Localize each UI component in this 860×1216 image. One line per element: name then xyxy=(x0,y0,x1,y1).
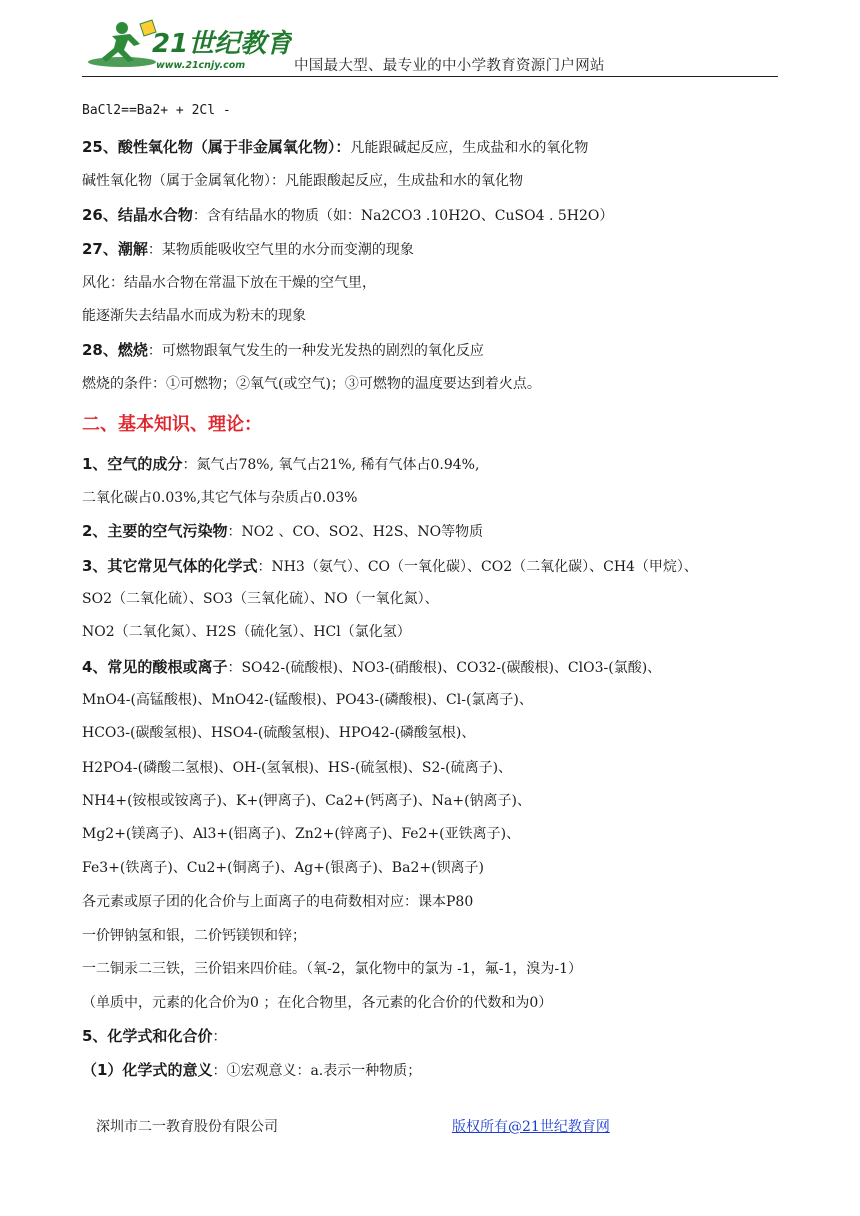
line-text: SO2（二氧化硫）、SO3（三氧化硫）、NO（一氧化氮）、 xyxy=(82,591,439,607)
line-text: ：NO2 、CO、SO2、H2S、NO等物质 xyxy=(227,524,484,540)
line-text: 二氧化碳占0.03%,其它气体与杂质占0.03% xyxy=(82,490,358,506)
text-line xyxy=(82,790,531,810)
line-text: 凡能跟碱起反应，生成盐和水的氧化物 xyxy=(350,140,589,156)
line-text: 一价钾钠氢和银，二价钙镁钡和锌； xyxy=(82,928,306,944)
text-line xyxy=(82,621,411,641)
text-line xyxy=(82,453,479,474)
term-heading: 27、潮解 xyxy=(82,240,148,258)
header-tagline: 中国最大型、最专业的中小学教育资源门户网站 xyxy=(294,58,605,74)
logo-text: 21世纪教育 xyxy=(152,29,292,59)
line-text: ：某物质能吸收空气里的水分而变潮的现象 xyxy=(147,242,414,258)
term-heading: 28、燃烧 xyxy=(82,341,148,359)
line-text: ：含有结晶水的物质（如：Na2CO3 .10H2O、CuSO4 . 5H2O） xyxy=(192,208,614,224)
term-heading: 3、其它常见气体的化学式 xyxy=(82,557,258,575)
footer-copyright-link[interactable]: 版权所有@21世纪教育网 xyxy=(452,1119,610,1135)
line-text: ： xyxy=(212,1029,227,1045)
term-heading: 2、主要的空气污染物 xyxy=(82,522,228,540)
text-line xyxy=(82,891,473,911)
site-logo xyxy=(82,18,292,74)
line-text: ：氮气占78%, 氧气占21%, 稀有气体占0.94%, xyxy=(182,457,480,473)
text-line xyxy=(82,1025,226,1046)
text-line xyxy=(82,857,484,877)
term-heading: （1）化学式的意义 xyxy=(82,1061,213,1079)
text-line xyxy=(82,487,357,507)
line-text: 能逐渐失去结晶水而成为粉末的现象 xyxy=(82,308,306,324)
text-line xyxy=(82,1059,421,1080)
term-heading: 5、化学式和化合价 xyxy=(82,1027,213,1045)
text-line xyxy=(82,339,484,360)
text-line xyxy=(82,925,306,945)
text-line xyxy=(82,656,661,677)
page-header xyxy=(82,18,778,77)
line-text: ：①宏观意义：a.表示一种物质； xyxy=(212,1063,422,1079)
line-text: NO2（二氧化氮）、H2S（硫化氢）、HCl（氯化氢） xyxy=(82,624,411,640)
line-text: ：NH3（氨气）、CO（一氧化碳）、CO2（二氧化碳）、CH4（甲烷）、 xyxy=(257,559,698,575)
line-text: 一二铜汞二三铁，三价铝来四价硅。（氧-2，氯化物中的氯为 -1，氟-1，溴为-1） xyxy=(82,961,582,977)
line-text: NH4+(铵根或铵离子)、K+(钾离子)、Ca2+(钙离子)、Na+(钠离子)、 xyxy=(82,793,532,809)
text-line xyxy=(82,373,541,393)
line-text: 风化：结晶水合物在常温下放在干燥的空气里， xyxy=(82,275,376,291)
text-line xyxy=(82,170,523,190)
term-heading: 1、空气的成分 xyxy=(82,455,183,473)
line-text: MnO4-(高锰酸根)、MnO42-(锰酸根)、PO43-(磷酸根)、Cl-(氯离子)、 xyxy=(82,692,533,708)
line-text: H2PO4-(磷酸二氢根)、OH-(氢氧根)、HS-(硫氢根)、S2-(硫离子)、 xyxy=(82,760,513,776)
text-line xyxy=(82,992,552,1012)
logo-url: www.21cnjy.com xyxy=(156,60,246,71)
term-heading: 4、常见的酸根或离子 xyxy=(82,658,228,676)
line-text: ：可燃物跟氧气发生的一种发光发热的剧烈的氧化反应 xyxy=(147,343,484,359)
line-text: （单质中，元素的化合价为0 ；在化合物里，各元素的化合价的代数和为0） xyxy=(82,995,553,1011)
section-heading-text: 二、基本知识、理论： xyxy=(82,414,262,435)
text-line xyxy=(82,588,439,608)
line-text: Fe3+(铁离子)、Cu2+(铜离子)、Ag+(银离子)、Ba2+(钡离子) xyxy=(82,860,485,876)
line-text: 碱性氧化物（属于金属氧化物）：凡能跟酸起反应，生成盐和水的氧化物 xyxy=(82,173,523,189)
text-line xyxy=(82,238,414,259)
line-text: BaCl2==Ba2+ + 2Cl - xyxy=(82,103,231,118)
text-line xyxy=(82,958,582,978)
text-line xyxy=(82,555,698,576)
footer-company: 深圳市二一教育股份有限公司 xyxy=(96,1119,278,1135)
section-heading xyxy=(82,410,262,436)
term-heading: 25、酸性氧化物（属于非金属氧化物）： xyxy=(82,138,351,156)
text-line xyxy=(82,305,306,325)
line-text: ：SO42-(硫酸根)、NO3-(硝酸根)、CO32-(碳酸根)、ClO3-(氯酸)、 xyxy=(227,660,662,676)
text-line xyxy=(82,722,475,742)
text-line xyxy=(82,103,231,118)
text-line xyxy=(82,757,512,777)
text-line xyxy=(82,689,533,709)
line-text: 燃烧的条件：①可燃物；②氧气(或空气)；③可燃物的温度要达到着火点。 xyxy=(82,376,541,392)
text-line xyxy=(82,136,588,157)
text-line xyxy=(82,823,520,843)
text-line xyxy=(82,520,483,541)
term-heading: 26、结晶水合物 xyxy=(82,206,193,224)
line-text: 各元素或原子团的化合价与上面离子的电荷数相对应：课本P80 xyxy=(82,894,474,910)
line-text: Mg2+(镁离子)、Al3+(铝离子)、Zn2+(锌离子)、Fe2+(亚铁离子)、 xyxy=(82,826,521,842)
line-text: HCO3-(碳酸氢根)、HSO4-(硫酸氢根)、HPO42-(磷酸氢根)、 xyxy=(82,725,476,741)
text-line xyxy=(82,272,376,292)
text-line xyxy=(82,204,613,225)
